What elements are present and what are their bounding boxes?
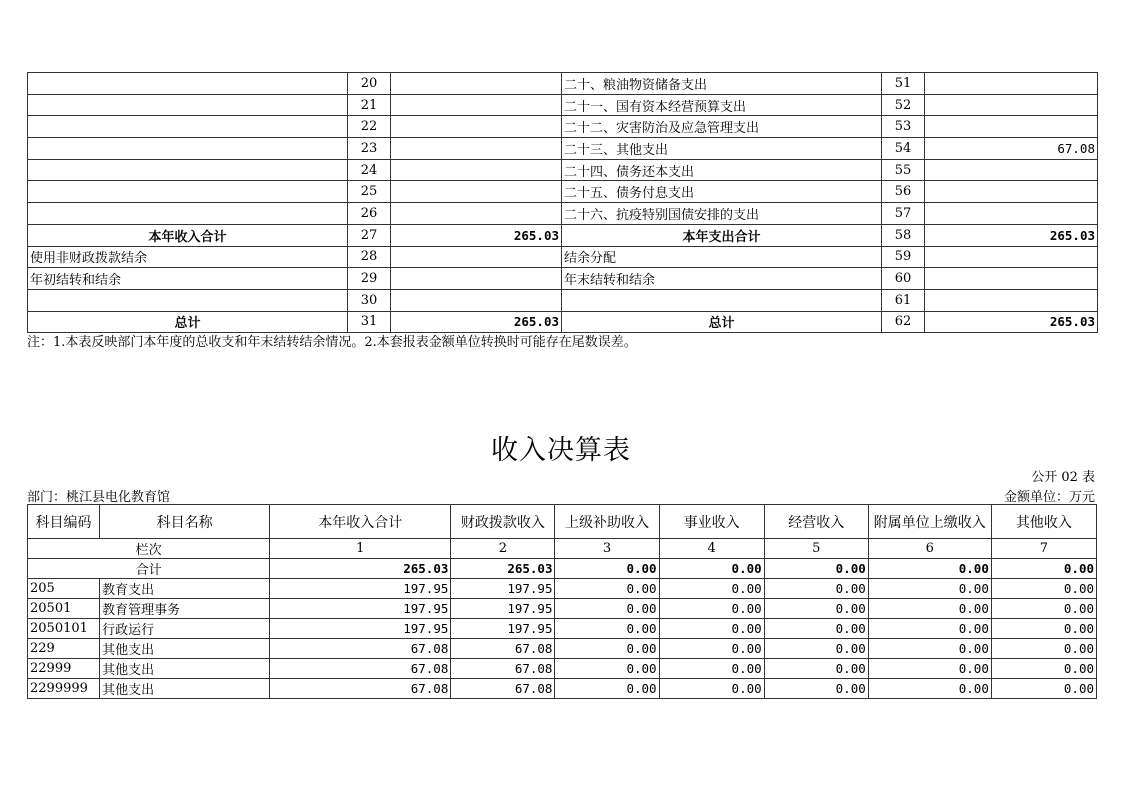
subject-name: 教育管理事务: [100, 599, 270, 619]
total-value: 0.00: [555, 559, 659, 579]
income-item-label: [28, 159, 348, 181]
header-row: [28, 505, 1097, 539]
amount-cell: 0.00: [555, 579, 659, 599]
line-number: 52: [882, 94, 925, 116]
amount-cell: 0.00: [764, 679, 868, 699]
column-number: 3: [555, 539, 659, 559]
amount-cell: 0.00: [764, 579, 868, 599]
amount-cell: 0.00: [659, 579, 764, 599]
total-value: 0.00: [991, 559, 1096, 579]
amount-cell: 0.00: [868, 619, 991, 639]
amount-cell: 67.08: [451, 639, 555, 659]
subject-name: 行政运行: [100, 619, 270, 639]
table-row: [28, 73, 1098, 95]
income-amount: [391, 268, 562, 290]
line-number: 29: [348, 268, 391, 290]
amount-cell: 197.95: [451, 619, 555, 639]
column-number: 2: [451, 539, 555, 559]
amount-cell: 67.08: [270, 659, 451, 679]
department-label: 部门：桃江县电化教育馆: [27, 490, 171, 505]
amount-cell: 197.95: [451, 599, 555, 619]
line-number: 20: [348, 73, 391, 95]
expenditure-item-label: 二十四、债务还本支出: [562, 159, 882, 181]
table-footnote: 注：1.本表反映部门本年度的总收支和年末结转结余情况。2.本套报表金额单位转换时可能存在尾数误差。: [27, 335, 637, 350]
table-row: [28, 311, 1098, 333]
income-amount: [391, 116, 562, 138]
header-cell: 其他收入: [991, 505, 1096, 539]
line-number: 53: [882, 116, 925, 138]
line-number: 28: [348, 246, 391, 268]
income-amount: [391, 203, 562, 225]
column-number-row: [28, 539, 1097, 559]
amount-cell: 197.95: [270, 619, 451, 639]
amount-cell: 0.00: [868, 659, 991, 679]
amount-cell: 67.08: [270, 639, 451, 659]
amount-cell: 0.00: [991, 639, 1096, 659]
line-number: 57: [882, 203, 925, 225]
income-item-label: [28, 94, 348, 116]
total-row: [28, 559, 1097, 579]
income-item-label: 总计: [28, 311, 348, 333]
expenditure-amount: [925, 94, 1098, 116]
form-code: 公开 02 表: [1031, 470, 1095, 485]
expenditure-item-label: 二十五、债务付息支出: [562, 181, 882, 203]
line-number: 61: [882, 289, 925, 311]
table-row: [28, 94, 1098, 116]
expenditure-item-label: 年末结转和结余: [562, 268, 882, 290]
amount-cell: 0.00: [868, 599, 991, 619]
expenditure-amount: 265.03: [925, 224, 1098, 246]
amount-cell: 0.00: [991, 579, 1096, 599]
line-number: 56: [882, 181, 925, 203]
income-item-label: 本年收入合计: [28, 224, 348, 246]
subject-code: 229: [28, 639, 100, 659]
subject-code: 2050101: [28, 619, 100, 639]
amount-cell: 67.08: [451, 679, 555, 699]
amount-cell: 0.00: [991, 679, 1096, 699]
amount-unit-label: 金额单位：万元: [1003, 490, 1095, 505]
header-cell: 上级补助收入: [555, 505, 659, 539]
subject-name: 教育支出: [100, 579, 270, 599]
total-value: 0.00: [764, 559, 868, 579]
table-row: [28, 181, 1098, 203]
expenditure-amount: [925, 159, 1098, 181]
line-number: 25: [348, 181, 391, 203]
header-cell: 事业收入: [659, 505, 764, 539]
line-number: 31: [348, 311, 391, 333]
income-amount: [391, 94, 562, 116]
line-number: 27: [348, 224, 391, 246]
amount-cell: 0.00: [764, 659, 868, 679]
line-number: 21: [348, 94, 391, 116]
line-number: 23: [348, 138, 391, 160]
expenditure-amount: [925, 181, 1098, 203]
expenditure-item-label: [562, 289, 882, 311]
header-cell: 科目编码: [28, 505, 100, 539]
table-row: [28, 619, 1097, 639]
line-number: 55: [882, 159, 925, 181]
column-number: 6: [868, 539, 991, 559]
income-expenditure-summary-table: [27, 72, 1098, 333]
income-item-label: [28, 116, 348, 138]
expenditure-amount: [925, 73, 1098, 95]
expenditure-amount: [925, 246, 1098, 268]
income-item-label: 年初结转和结余: [28, 268, 348, 290]
total-value: 265.03: [270, 559, 451, 579]
amount-cell: 0.00: [764, 619, 868, 639]
income-amount: [391, 246, 562, 268]
amount-cell: 197.95: [451, 579, 555, 599]
line-number: 51: [882, 73, 925, 95]
amount-cell: 0.00: [555, 599, 659, 619]
table-row: [28, 289, 1098, 311]
income-amount: [391, 159, 562, 181]
income-amount: 265.03: [391, 224, 562, 246]
income-item-label: [28, 181, 348, 203]
table-row: [28, 639, 1097, 659]
line-number: 22: [348, 116, 391, 138]
income-amount: [391, 73, 562, 95]
table-row: [28, 679, 1097, 699]
line-number: 24: [348, 159, 391, 181]
table-row: [28, 599, 1097, 619]
subject-code: 2299999: [28, 679, 100, 699]
expenditure-amount: [925, 268, 1098, 290]
total-value: 265.03: [451, 559, 555, 579]
amount-cell: 0.00: [659, 619, 764, 639]
expenditure-amount: 265.03: [925, 311, 1098, 333]
amount-cell: 67.08: [451, 659, 555, 679]
line-number: 54: [882, 138, 925, 160]
subject-code: 22999: [28, 659, 100, 679]
amount-cell: 0.00: [868, 679, 991, 699]
header-cell: 财政拨款收入: [451, 505, 555, 539]
header-cell: 经营收入: [764, 505, 868, 539]
amount-cell: 197.95: [270, 599, 451, 619]
table-row: [28, 159, 1098, 181]
expenditure-amount: 67.08: [925, 138, 1098, 160]
subject-name: 其他支出: [100, 639, 270, 659]
income-item-label: 使用非财政拨款结余: [28, 246, 348, 268]
expenditure-item-label: 二十六、抗疫特别国债安排的支出: [562, 203, 882, 225]
table-row: [28, 116, 1098, 138]
line-number: 60: [882, 268, 925, 290]
total-value: 0.00: [659, 559, 764, 579]
report-title: 收入决算表: [491, 435, 631, 466]
amount-cell: 0.00: [991, 599, 1096, 619]
expenditure-item-label: 二十三、其他支出: [562, 138, 882, 160]
total-label: 合计: [28, 559, 270, 579]
column-number: 7: [991, 539, 1096, 559]
header-cell: 附属单位上缴收入: [868, 505, 991, 539]
amount-cell: 67.08: [270, 679, 451, 699]
amount-cell: 0.00: [868, 579, 991, 599]
income-amount: [391, 289, 562, 311]
expenditure-amount: [925, 116, 1098, 138]
line-number: 30: [348, 289, 391, 311]
income-amount: [391, 181, 562, 203]
total-value: 0.00: [868, 559, 991, 579]
amount-cell: 0.00: [659, 659, 764, 679]
table-row: [28, 268, 1098, 290]
amount-cell: 0.00: [991, 619, 1096, 639]
amount-cell: 0.00: [555, 679, 659, 699]
expenditure-item-label: 二十、粮油物资储备支出: [562, 73, 882, 95]
income-final-accounts-table: [27, 504, 1097, 699]
expenditure-amount: [925, 203, 1098, 225]
table-row: [28, 246, 1098, 268]
income-amount: [391, 138, 562, 160]
table-row: [28, 138, 1098, 160]
amount-cell: 0.00: [555, 659, 659, 679]
subject-code: 20501: [28, 599, 100, 619]
expenditure-item-label: 二十二、灾害防治及应急管理支出: [562, 116, 882, 138]
amount-cell: 0.00: [764, 599, 868, 619]
amount-cell: 0.00: [555, 639, 659, 659]
amount-cell: 0.00: [555, 619, 659, 639]
header-cell: 本年收入合计: [270, 505, 451, 539]
table-row: [28, 659, 1097, 679]
amount-cell: 0.00: [868, 639, 991, 659]
amount-cell: 0.00: [659, 679, 764, 699]
income-item-label: [28, 73, 348, 95]
amount-cell: 0.00: [659, 599, 764, 619]
income-item-label: [28, 203, 348, 225]
amount-cell: 0.00: [991, 659, 1096, 679]
amount-cell: 197.95: [270, 579, 451, 599]
subject-name: 其他支出: [100, 659, 270, 679]
line-number: 58: [882, 224, 925, 246]
expenditure-item-label: 本年支出合计: [562, 224, 882, 246]
line-number: 62: [882, 311, 925, 333]
column-number: 4: [659, 539, 764, 559]
amount-cell: 0.00: [659, 639, 764, 659]
column-number: 1: [270, 539, 451, 559]
expenditure-item-label: 二十一、国有资本经营预算支出: [562, 94, 882, 116]
expenditure-item-label: 结余分配: [562, 246, 882, 268]
amount-cell: 0.00: [764, 639, 868, 659]
expenditure-item-label: 总计: [562, 311, 882, 333]
table-row: [28, 224, 1098, 246]
column-number: 5: [764, 539, 868, 559]
table-row: [28, 579, 1097, 599]
income-item-label: [28, 138, 348, 160]
table-row: [28, 203, 1098, 225]
header-cell: 科目名称: [100, 505, 270, 539]
line-number: 26: [348, 203, 391, 225]
column-number-label: 栏次: [28, 539, 270, 559]
line-number: 59: [882, 246, 925, 268]
income-amount: 265.03: [391, 311, 562, 333]
subject-code: 205: [28, 579, 100, 599]
expenditure-amount: [925, 289, 1098, 311]
subject-name: 其他支出: [100, 679, 270, 699]
income-item-label: [28, 289, 348, 311]
